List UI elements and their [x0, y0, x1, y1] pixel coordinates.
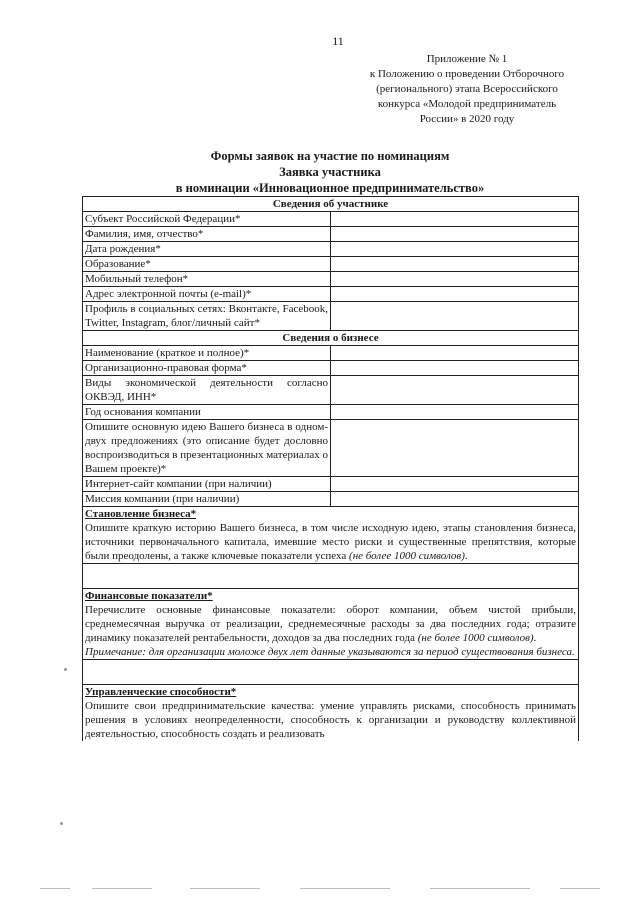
scan-edge-marks: [0, 888, 640, 890]
field-value-birth-date[interactable]: [331, 242, 579, 257]
application-form-table: [82, 196, 579, 741]
field-label-founding-year: Год основания компании: [83, 405, 331, 420]
page-number: 11: [332, 34, 344, 48]
field-label-legal-form: Организационно-правовая форма*: [83, 361, 331, 376]
business-formation-text: Опишите краткую историю Вашего бизнеса, в том числе исходную идею, этапы становления бизнеса, источники первоначального капитала, имевшие место риски и существенные препятствия, которые были преодолены, а также ключевые показатели успеха (не более 1000 символов).: [85, 522, 576, 562]
character-limit: (не более 1000 символов): [417, 632, 534, 644]
appendix-line: России» в 2020 году: [419, 113, 515, 125]
appendix-line: к Положению о проведении Отборочного: [369, 68, 565, 80]
table-row: [83, 302, 579, 331]
table-row: [83, 272, 579, 287]
financial-indicators-text: Перечислите основные финансовые показатели: оборот компании, объем чистой прибыли, среднемесячная выручка от реализации, среднемесячные расходы за два последних года; отразите динамику показателей рентабельности, доходов за два последних года (не более 1000 символов).: [85, 604, 576, 644]
document-titles: [80, 148, 580, 196]
field-label-business-idea: Опишите основную идею Вашего бизнеса в одном-двух предложениях (это описание будет дословно воспроизводиться в презентационных материалах о Вашем проекте)*: [83, 420, 331, 477]
scan-speck: [64, 668, 67, 671]
appendix-line: конкурса «Молодой предприниматель: [377, 98, 557, 110]
field-value-founding-year[interactable]: [331, 405, 579, 420]
participant-section-header: Сведения об участнике: [83, 197, 579, 212]
table-row: [83, 287, 579, 302]
field-value-email[interactable]: [331, 287, 579, 302]
field-label-social-profiles: Профиль в социальных сетях: Вконтакте, Facebook, Twitter, Instagram, блог/личный сайт*: [83, 302, 331, 331]
field-label-birth-date: Дата рождения*: [83, 242, 331, 257]
field-value-full-name[interactable]: [331, 227, 579, 242]
main-title: Формы заявок на участие по номинациям: [210, 149, 450, 163]
field-value-business-idea[interactable]: [331, 420, 579, 477]
business-formation-answer[interactable]: [83, 564, 579, 589]
table-row: [83, 346, 579, 361]
field-label-mobile-phone: Мобильный телефон*: [83, 272, 331, 287]
table-row: [83, 242, 579, 257]
field-label-company-name: Наименование (краткое и полное)*: [83, 346, 331, 361]
financial-indicators-answer[interactable]: [83, 660, 579, 685]
table-row: [83, 420, 579, 477]
table-row: [83, 361, 579, 376]
table-row: [83, 477, 579, 492]
table-row: [83, 405, 579, 420]
table-row: [83, 227, 579, 242]
character-limit: (не более 1000 символов): [349, 550, 465, 562]
scan-speck: [60, 822, 63, 825]
field-label-mission: Миссия компании (при наличии): [83, 492, 331, 507]
financial-indicators-title: Финансовые показатели*: [85, 590, 213, 602]
field-label-email: Адрес электронной почты (e-mail)*: [83, 287, 331, 302]
business-formation-title: Становление бизнеса*: [85, 508, 197, 520]
management-skills-block: [83, 685, 579, 742]
financial-indicators-note: Примечание: для организации моложе двух лет данные указываются за период существования бизнеса.: [85, 646, 575, 658]
financial-indicators-block: [83, 589, 579, 660]
field-label-education: Образование*: [83, 257, 331, 272]
field-label-website: Интернет-сайт компании (при наличии): [83, 477, 331, 492]
field-value-region[interactable]: [331, 212, 579, 227]
appendix-header: [338, 52, 596, 127]
field-label-okved-inn: Виды экономической деятельности согласно ОКВЭД, ИНН*: [83, 376, 331, 405]
field-value-company-name[interactable]: [331, 346, 579, 361]
appendix-line: (регионального) этапа Всероссийского: [376, 83, 558, 95]
field-value-mobile-phone[interactable]: [331, 272, 579, 287]
table-row: [83, 376, 579, 405]
field-value-okved-inn[interactable]: [331, 376, 579, 405]
field-value-mission[interactable]: [331, 492, 579, 507]
field-value-social-profiles[interactable]: [331, 302, 579, 331]
management-skills-title: Управленческие способности*: [85, 686, 237, 698]
field-value-legal-form[interactable]: [331, 361, 579, 376]
field-value-website[interactable]: [331, 477, 579, 492]
appendix-line: Приложение № 1: [426, 53, 508, 65]
management-skills-text: Опишите свои предпринимательские качества: умение управлять рисками, способность принимать решения в условиях неопределенности, способность к организации и руководству коллективной деятельностью, способность создать и реализовать: [85, 700, 576, 740]
nomination-title: в номинации «Инновационное предпринимательство»: [175, 181, 485, 195]
field-label-full-name: Фамилия, имя, отчество*: [83, 227, 331, 242]
table-row: [83, 257, 579, 272]
business-formation-block: [83, 507, 579, 564]
table-row: [83, 492, 579, 507]
sub-title: Заявка участника: [279, 165, 381, 179]
business-section-header: Сведения о бизнесе: [83, 331, 579, 346]
table-row: [83, 212, 579, 227]
field-value-education[interactable]: [331, 257, 579, 272]
field-label-region: Субъект Российской Федерации*: [83, 212, 331, 227]
